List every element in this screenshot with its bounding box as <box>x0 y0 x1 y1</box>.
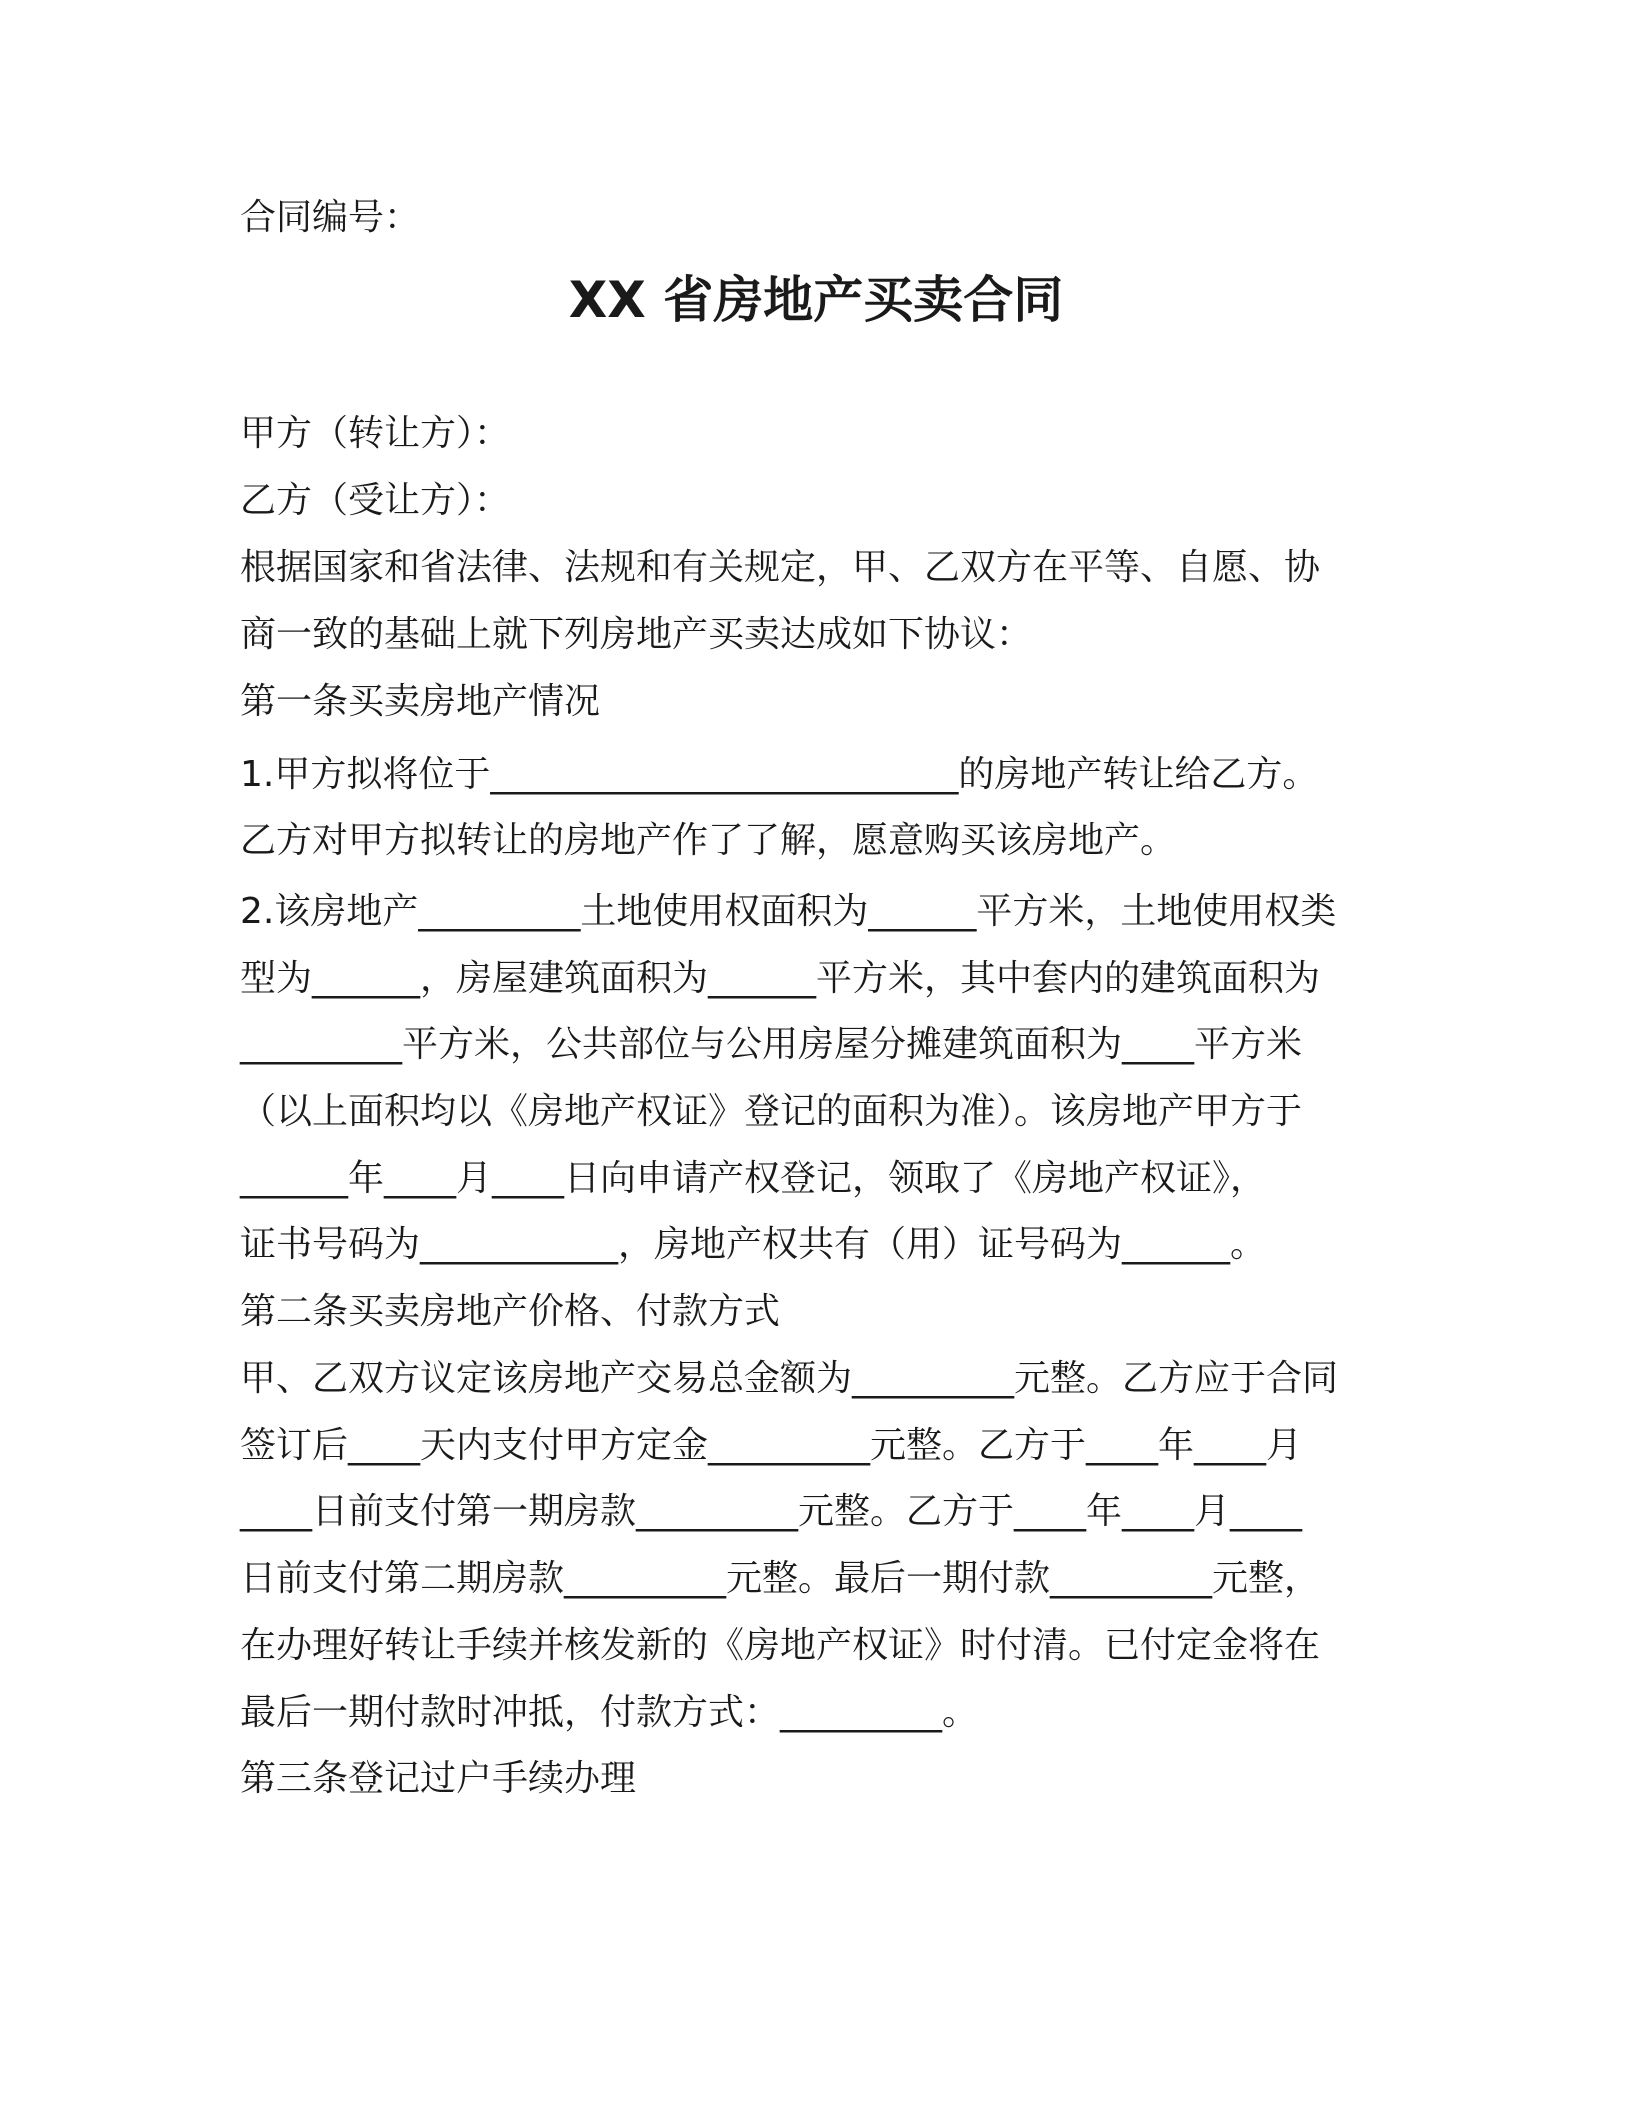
contract-number-label: 合同编号： <box>240 197 421 238</box>
clause-1-line-2: 乙方对甲方拟转让的房地产作了了解，愿意购买该房地产。 <box>240 820 1177 861</box>
preamble-line-2: 商一致的基础上就下列房地产买卖达成如下协议： <box>240 614 1033 655</box>
clause-2-line-6: 证书号码为___________，房地产权共有（用）证号码为______。 <box>240 1224 1267 1265</box>
party-a-line: 甲方（转让方）： <box>240 413 511 454</box>
article-2-line-1: 甲、乙双方议定该房地产交易总金额为_________元整。乙方应于合同 <box>240 1358 1339 1399</box>
article-2-heading: 第二条买卖房地产价格、付款方式 <box>240 1291 781 1332</box>
article-2-line-5: 在办理好转让手续并核发新的《房地产权证》时付清。已付定金将在 <box>240 1625 1321 1666</box>
preamble-line-1: 根据国家和省法律、法规和有关规定，甲、乙双方在平等、自愿、协 <box>240 547 1321 588</box>
clause-2-line-1: 2.该房地产_________土地使用权面积为______平方米，土地使用权类 <box>240 891 1337 932</box>
clause-2-line-2: 型为______，房屋建筑面积为______平方米，其中套内的建筑面积为 <box>240 958 1321 999</box>
article-3-heading: 第三条登记过户手续办理 <box>240 1758 637 1799</box>
clause-1-line-1: 1.甲方拟将位于__________________________的房地产转让给乙方。 <box>240 754 1319 795</box>
document-title: XX 省房地产买卖合同 <box>568 271 1064 329</box>
clause-2-line-4: （以上面积均以《房地产权证》登记的面积为准）。该房地产甲方于 <box>240 1091 1303 1132</box>
article-2-line-6: 最后一期付款时冲抵，付款方式：_________。 <box>240 1692 979 1733</box>
clause-2-line-5: ______年____月____日向申请产权登记，领取了《房地产权证》， <box>240 1158 1267 1199</box>
article-2-line-3: ____日前支付第一期房款_________元整。乙方于____年____月____ <box>240 1491 1303 1532</box>
article-2-line-2: 签订后____天内支付甲方定金_________元整。乙方于____年____月 <box>240 1425 1303 1466</box>
party-b-line: 乙方（受让方）： <box>240 480 511 521</box>
article-2-line-4: 日前支付第二期房款_________元整。最后一期付款_________元整， <box>240 1558 1321 1599</box>
article-1-heading: 第一条买卖房地产情况 <box>240 681 601 722</box>
clause-2-line-3: _________平方米，公共部位与公用房屋分摊建筑面积为____平方米 <box>240 1024 1303 1065</box>
